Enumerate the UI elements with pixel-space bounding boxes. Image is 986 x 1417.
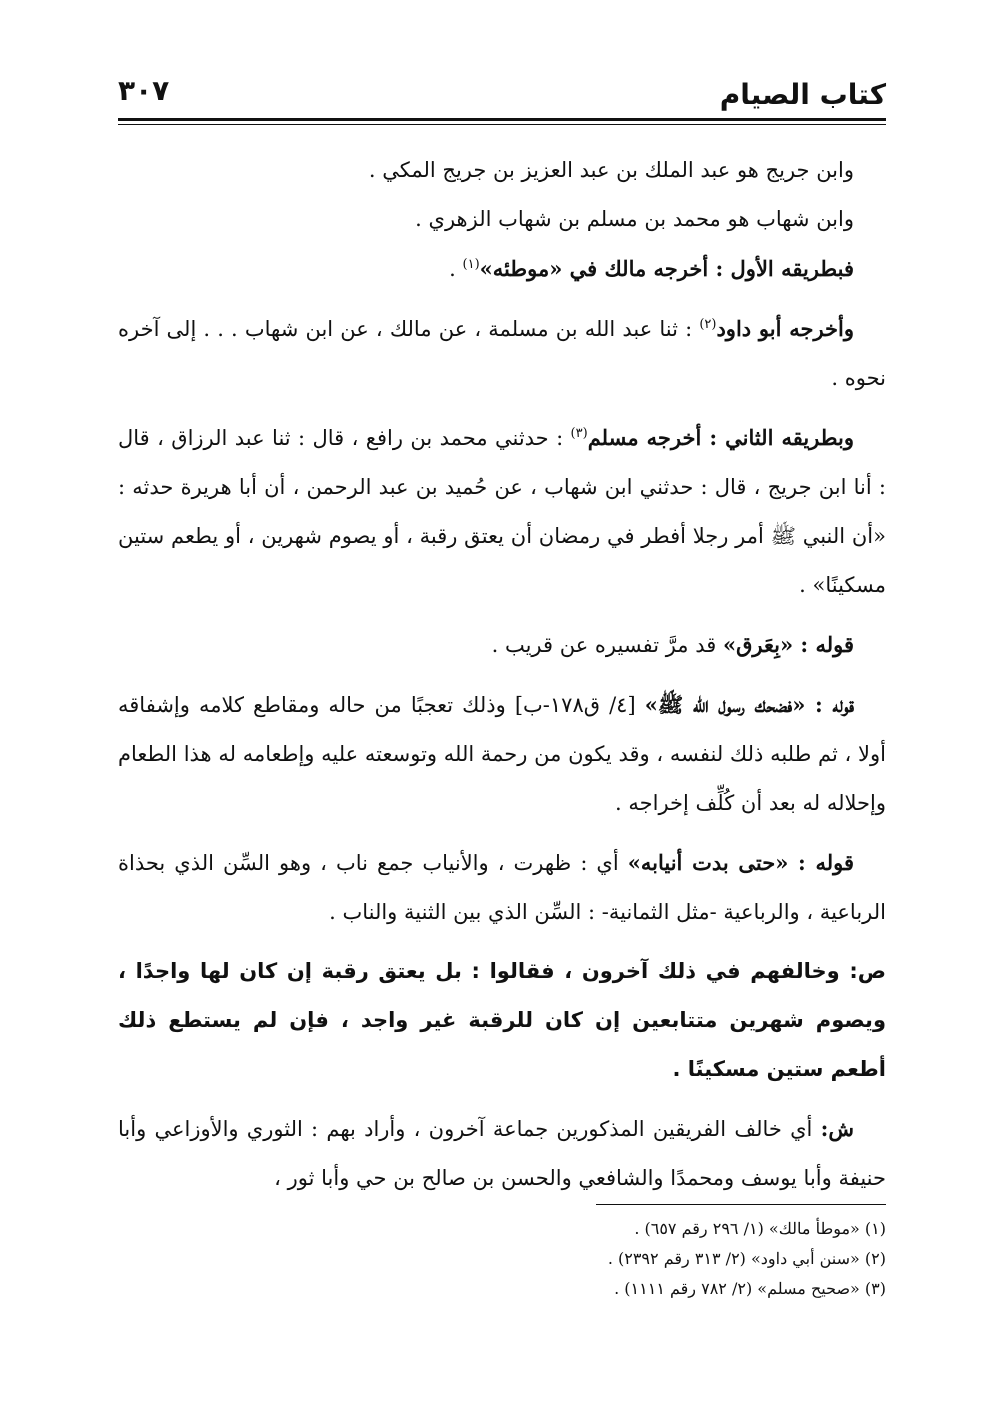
paragraph-4-text: : ثنا عبد الله بن مسلمة ، عن مالك ، عن ابن شهاب . . . إلى آخره نحوه .: [118, 317, 886, 390]
footnote-separator: [596, 1204, 886, 1205]
footnote-ref-3: (٣): [570, 426, 588, 441]
paragraph-1: وابن جريج هو عبد الملك بن عبد العزيز بن جريج المكي .: [368, 158, 854, 182]
paragraph-7-text: [٤/ ق١٧٨-ب] وذلك تعجبًا من حاله ومقاطع كلامه وإشفاقه أولا ، ثم طلبه ذلك لنفسه ، وقد يكون من رحمة الله وتوسعته عليه وإطعامه له هذا الطعام وإحلاله له بعد أن كُلِّف إخراجه .: [118, 693, 886, 815]
paragraph-9: ص: وخالفهم في ذلك آخرون ، فقالوا : بل يعتق رقبة إن كان لها واجدًا ، ويصوم شهرين متتابعين إن كان للرقبة غير واجد ، فإن لم يستطع ذلك أطعم ستين مسكينًا .: [118, 959, 886, 1081]
paragraph-6-text: قد مرَّ تفسيره عن قريب .: [491, 633, 723, 657]
paragraph-10-bold: ش:: [820, 1116, 854, 1141]
paragraph-6-bold: قوله : «بِعَرق»: [722, 632, 854, 657]
paragraph-4-bold: وأخرجه أبو داود: [716, 316, 854, 341]
page-header: [118, 70, 886, 120]
paragraph-6: [118, 620, 886, 670]
paragraph-7: [118, 680, 886, 828]
paragraph-3-bold: فبطريقه الأول : أخرجه مالك في «موطئه»: [479, 256, 854, 281]
paragraph-3-end: .: [449, 257, 463, 281]
paragraph-5: [118, 413, 886, 610]
book-title: كتاب الصيام: [719, 78, 886, 111]
paragraph-4: [118, 304, 886, 403]
main-text: [118, 146, 886, 1203]
page-number: ٣٠٧: [118, 74, 170, 107]
paragraph-10-text: أي خالف الفريقين المذكورين جماعة آخرون ، وأراد بهم : الثوري والأوزاعي وأبا حنيفة وأبا يوسف ومحمدًا والشافعي والحسن بن صالح بن حي وأبا ثور ،: [118, 1117, 886, 1190]
paragraph-8: [118, 838, 886, 937]
paragraph-5-bold: وبطريقه الثاني : أخرجه مسلم: [587, 425, 854, 450]
paragraph-8-text: أي : ظهرت ، والأنياب جمع ناب ، وهو السِّن الذي بحذاة الرباعية ، والرباعية -مثل الثمانية- : السِّن الذي بين الثنية والناب .: [118, 851, 886, 924]
footnote-ref-2: (٢): [699, 317, 717, 332]
paragraph-5-text: : حدثني محمد بن رافع ، قال : ثنا عبد الرزاق ، قال : أنا ابن جريج ، قال : حدثني ابن شهاب ، عن حُميد بن عبد الرحمن ، أن أبا هريرة حدثه : «أن النبي ﷺ أمر رجلا أفطر في رمضان أن يعتق رقبة ، أو يصوم شهرين ، أو يطعم ستين مسكينًا» .: [118, 426, 886, 597]
footnotes: [118, 1214, 886, 1304]
paragraph-3: [118, 244, 886, 294]
footnote-2: (٢) «سنن أبي داود» (٢/ ٣١٣ رقم ٢٣٩٢) .: [607, 1249, 886, 1268]
header-rule-thick: [118, 118, 886, 121]
footnote-3: (٣) «صحيح مسلم» (٢/ ٧٨٢ رقم ١١١١) .: [614, 1279, 886, 1298]
paragraph-10: [118, 1104, 886, 1203]
paragraph-8-bold: قوله : «حتى بدت أنيابه»: [627, 850, 854, 875]
paragraph-2: وابن شهاب هو محمد بن مسلم بن شهاب الزهري .: [415, 207, 854, 231]
paragraph-7-bold: قوله : «فضحك رسول الله ﷺ»: [644, 692, 854, 717]
header-rule-thin: [118, 124, 886, 125]
footnote-1: (١) «موطأ مالك» (١/ ٢٩٦ رقم ٦٥٧) .: [634, 1219, 886, 1238]
footnote-ref-1: (١): [462, 257, 480, 272]
